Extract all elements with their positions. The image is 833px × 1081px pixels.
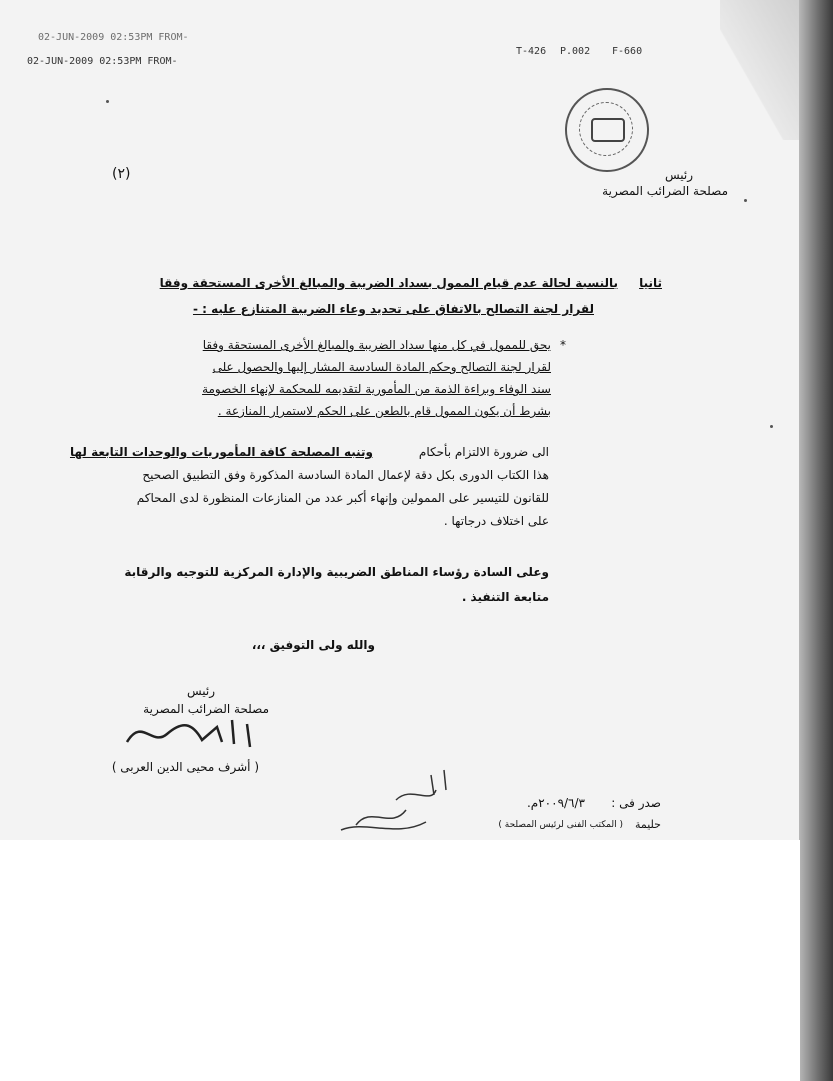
fax-header: 02-JUN-2009 02:53PM FROM- (27, 56, 178, 67)
issued-date: ٢٠٠٩/٦/٣م. (526, 796, 585, 810)
section-heading-line2: لقرار لجنة التصالح بالاتفاق على تحديد وعاء الضريبة المتنازع عليه : - (192, 302, 594, 316)
notice-line-2: هذا الكتاب الدورى بكل دقة لإعمال المادة السادسة المذكورة وفق التطبيق الصحيح (142, 468, 549, 482)
para-line-2: لقرار لجنة التصالح وحكم المادة السادسة المشار إليها والحصول على (212, 360, 551, 374)
para-line-4: بشرط أن يكون الممول قام بالطعن على الحكم لاستمرار المنازعة . (217, 404, 551, 418)
page-number: (٢) (112, 166, 131, 182)
fax-page: P.002 (560, 46, 591, 57)
speck (106, 100, 109, 103)
bullet: * (560, 338, 566, 352)
blank-area (0, 840, 800, 1081)
signature-title: رئيس (186, 684, 215, 698)
section-prefix: ثانيا (639, 276, 662, 290)
handwritten-initials (336, 760, 466, 840)
header-title: رئيس (664, 168, 693, 182)
folded-corner (720, 0, 800, 140)
notice-line1-rest: الى ضرورة الالتزام بأحكام (418, 445, 549, 459)
signature-org: مصلحة الضرائب المصرية (143, 702, 269, 716)
speck (770, 425, 773, 428)
notice-line-3: للقانون للتيسير على الممولين وإنهاء أكبر عدد من المنازعات المنظورة لدى المحاكم (136, 491, 549, 505)
official-seal (565, 88, 649, 172)
closing: والله ولى التوفيق ،،، (251, 638, 375, 652)
speck (744, 199, 747, 202)
fax-header-faint: 02-JUN-2009 02:53PM FROM- (38, 32, 189, 43)
signature-name: ( أشرف محيى الدين العربى ) (111, 760, 259, 774)
fax-number: F-660 (612, 46, 643, 57)
section-heading-line1: بالنسبة لحالة عدم قيام الممول بسداد الضريبة والمبالغ الأخرى المستحقة وفقا (159, 276, 618, 290)
followup-line2: متابعة التنفيذ . (461, 590, 549, 604)
fax-transmission-id: T-426 (516, 46, 547, 57)
para-line-3: سند الوفاء وبراءة الذمة من المأمورية لتقديمه للمحكمة لإنهاء الخصومة (202, 382, 551, 396)
followup-line1: وعلى السادة رؤساء المناطق الضريبية والإدارة المركزية للتوجيه والرقابة (124, 565, 549, 579)
notice-line-4: على اختلاف درجاتها . (443, 514, 549, 528)
issued-label: صدر فى : (611, 796, 661, 810)
clerk-note: ( المكتب الفنى لرئيس المصلحة ) (498, 820, 623, 830)
para-line-1: يحق للممول في كل منها سداد الضريبة والمبالغ الأخرى المستحقة وفقا (202, 338, 551, 352)
scanner-edge (799, 0, 833, 1081)
signature-scribble (122, 712, 262, 752)
notice-lead: وتنبه المصلحة كافة المأموريات والوحدات التابعة لها (69, 445, 373, 459)
header-org: مصلحة الضرائب المصرية (602, 184, 728, 198)
clerk-name: حليمة (634, 818, 661, 831)
